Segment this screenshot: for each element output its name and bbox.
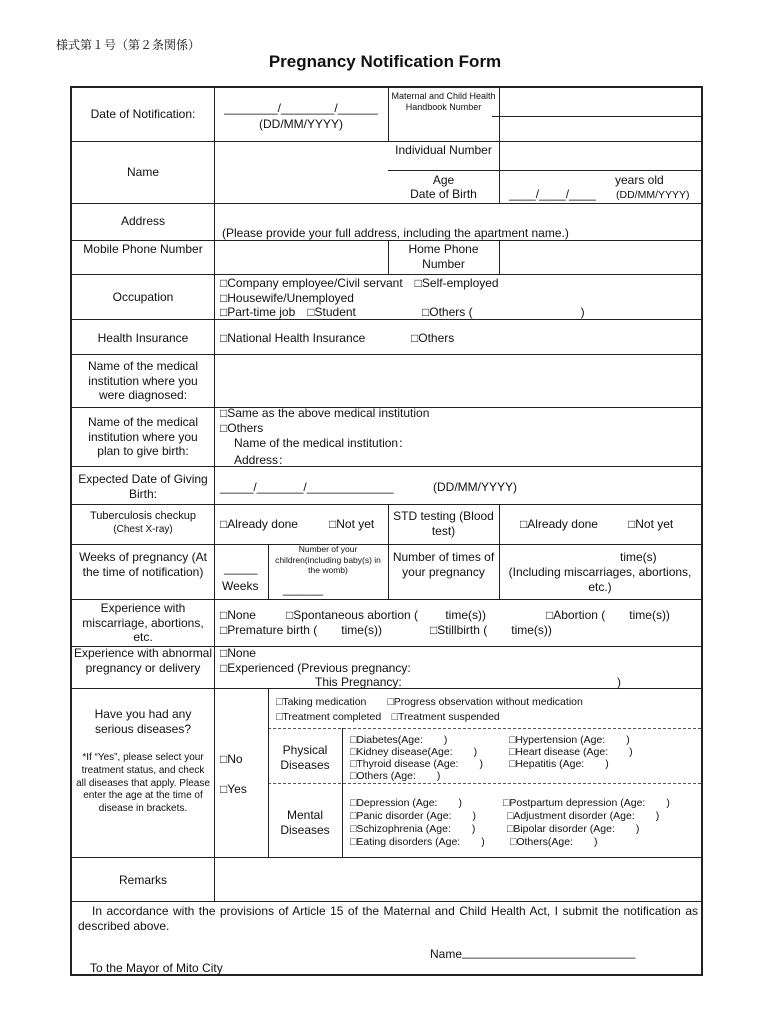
heart-disease-option[interactable]: □Heart disease (Age: ) (509, 746, 633, 758)
this-pregnancy-label[interactable]: This Pregnancy: (315, 675, 402, 689)
handbook-number-field[interactable] (500, 89, 700, 140)
premature-birth-option[interactable]: □Premature birth ( time(s)) (220, 623, 382, 637)
pregnancy-times-note: (Including miscarriages, abortions, etc.) (508, 565, 692, 594)
pregnancy-times-label: Number of times of your pregnancy (392, 550, 495, 579)
addressee: To the Mayor of Mito City (90, 961, 223, 975)
weeks-unit: Weeks (222, 579, 259, 593)
spontaneous-abortion-option[interactable]: □Spontaneous abortion ( time(s)) (286, 608, 486, 622)
home-phone-field[interactable] (500, 241, 700, 273)
individual-number-field[interactable] (500, 142, 700, 169)
name-field[interactable] (215, 142, 387, 202)
dob-label: Date of Birth (410, 187, 477, 201)
notification-date-line[interactable]: ________/________/______ (224, 101, 378, 115)
schizophrenia-option[interactable]: □Schizophrenia (Age: ) (350, 823, 476, 835)
abortion-option[interactable]: □Abortion ( time(s)) (546, 608, 670, 622)
name-label: Name (126, 165, 159, 179)
occupation-options-1[interactable]: □Company employee/Civil servant □Self-employed (220, 276, 499, 290)
years-old-label: years old (615, 173, 664, 187)
signature-name-label: Name (430, 947, 463, 961)
diseases-no-option[interactable]: □No (220, 752, 243, 766)
bipolar-disorder-option[interactable]: □Bipolar disorder (Age: ) (507, 823, 640, 835)
miscarriage-none-option[interactable]: □None (220, 608, 256, 622)
diagnosed-institution-label: Name of the medical institution where you were diagnosed: (87, 359, 199, 402)
std-testing-label: STD testing (Blood test) (393, 509, 494, 538)
due-date-label: Expected Date of Giving Birth: (78, 472, 208, 501)
mobile-phone-label: Mobile Phone Number (83, 242, 203, 256)
age-label: Age (432, 173, 455, 187)
miscarriage-label: Experience with miscarriage, abortions, etc. (82, 601, 204, 644)
insurance-others-option[interactable]: □Others (411, 331, 455, 345)
birth-same-option[interactable]: □Same as the above medical institution (220, 406, 430, 420)
std-not-option[interactable]: □Not yet (628, 517, 674, 531)
notification-date-format: (DD/MM/YYYY) (259, 117, 343, 131)
tb-done-option[interactable]: □Already done (220, 517, 298, 531)
signature-name-line[interactable]: __________________________ (462, 945, 636, 959)
birth-institution-label: Name of the medical institution where you plan to give birth: (87, 415, 199, 458)
remarks-field[interactable] (215, 858, 700, 900)
abnormal-none-option[interactable]: □None (220, 646, 256, 660)
physical-diseases-label: Physical Diseases (280, 743, 330, 772)
std-done-option[interactable]: □Already done (520, 517, 598, 531)
insurance-label: Health Insurance (97, 331, 189, 345)
home-phone-label: Home Phone Number (408, 242, 479, 271)
eating-disorders-option[interactable]: □Eating disorders (Age: ) (350, 836, 485, 848)
birth-institution-name[interactable]: Name of the medical institution： (234, 436, 411, 450)
postpartum-depression-option[interactable]: □Postpartum depression (Age: ) (503, 797, 670, 809)
diseases-label: Have you had any serious diseases? (94, 707, 192, 736)
tb-not-option[interactable]: □Not yet (329, 517, 375, 531)
dob-line[interactable]: ____/____/____ (509, 187, 596, 201)
diabetes-option[interactable]: □Diabetes(Age: ) (350, 734, 448, 746)
insurance-national-option[interactable]: □National Health Insurance (220, 331, 366, 345)
form-number: 様式第１号（第２条関係） (56, 38, 201, 52)
diseases-note: *If “Yes”, please select your treatment status, and check all diseases that apply. Please enter the age at the time of disease in brackets. (76, 752, 210, 815)
mobile-phone-field[interactable] (215, 241, 387, 273)
occupation-options-2[interactable]: □Housewife/Unemployed (220, 291, 354, 305)
occupation-options-3[interactable]: □Part-time job □Student (220, 305, 356, 319)
mental-others-option[interactable]: □Others(Age: ) (510, 836, 598, 848)
diseases-yes-option[interactable]: □Yes (220, 782, 247, 796)
kidney-disease-option[interactable]: □Kidney disease(Age: ) (350, 746, 478, 758)
abnormal-close-bracket: ) (617, 675, 621, 689)
children-count-label: Number of your children(including baby(s) in the womb) (275, 544, 381, 575)
address-label: Address (120, 214, 166, 228)
individual-number-label: Individual Number (395, 143, 492, 157)
physical-others-option[interactable]: □Others (Age: ) (350, 770, 441, 782)
depression-option[interactable]: □Depression (Age: ) (350, 797, 462, 809)
birth-institution-address[interactable]: Address： (234, 453, 291, 467)
form-frame (70, 86, 703, 976)
treatment-status-options-1[interactable]: □Taking medication □Progress observation without medication (276, 696, 583, 708)
pregnancy-times-unit[interactable]: time(s) (620, 550, 657, 564)
tb-checkup-sub: (Chest X-ray) (113, 524, 173, 535)
dob-format: (DD/MM/YYYY) (616, 189, 690, 201)
abnormal-experienced-option[interactable]: □Experienced (Previous pregnancy: (220, 661, 411, 675)
hypertension-option[interactable]: □Hypertension (Age: ) (509, 734, 630, 746)
panic-disorder-option[interactable]: □Panic disorder (Age: ) (350, 810, 476, 822)
adjustment-disorder-option[interactable]: □Adjustment disorder (Age: ) (507, 810, 660, 822)
tb-checkup-label: Tuberculosis checkup (90, 510, 196, 522)
occupation-others[interactable]: □Others ( ) (422, 305, 585, 319)
page-title: Pregnancy Notification Form (268, 52, 502, 71)
mental-diseases-label: Mental Diseases (280, 808, 330, 837)
submission-statement: In accordance with the provisions of Article 15 of the Maternal and Child Health Act, I submit the notification as described above. (78, 904, 698, 933)
treatment-status-options-2[interactable]: □Treatment completed □Treatment suspended (276, 711, 500, 723)
diagnosed-institution-field[interactable] (215, 355, 700, 406)
weeks-label: Weeks of pregnancy (At the time of notification) (79, 550, 207, 579)
abnormal-pregnancy-label: Experience with abnormal pregnancy or delivery (73, 646, 213, 675)
hepatitis-option[interactable]: □Hepatitis (Age: ) (509, 758, 609, 770)
occupation-label: Occupation (112, 290, 174, 304)
address-hint[interactable]: (Please provide your full address, including the apartment name.) (222, 226, 569, 240)
thyroid-disease-option[interactable]: □Thyroid disease (Age: ) (350, 758, 483, 770)
due-date-line[interactable]: _____/_______/_____________ (220, 480, 394, 494)
stillbirth-option[interactable]: □Stillbirth ( time(s)) (430, 623, 552, 637)
due-date-format: (DD/MM/YYYY) (433, 480, 517, 494)
notification-date-label: Date of Notification: (90, 107, 196, 121)
weeks-blank[interactable]: _____ (224, 561, 258, 575)
birth-others-option[interactable]: □Others (220, 421, 264, 435)
children-count-blank[interactable]: ______ (283, 582, 324, 596)
handbook-number-label: Maternal and Child Health Handbook Number (391, 91, 496, 112)
remarks-label: Remarks (118, 873, 167, 887)
